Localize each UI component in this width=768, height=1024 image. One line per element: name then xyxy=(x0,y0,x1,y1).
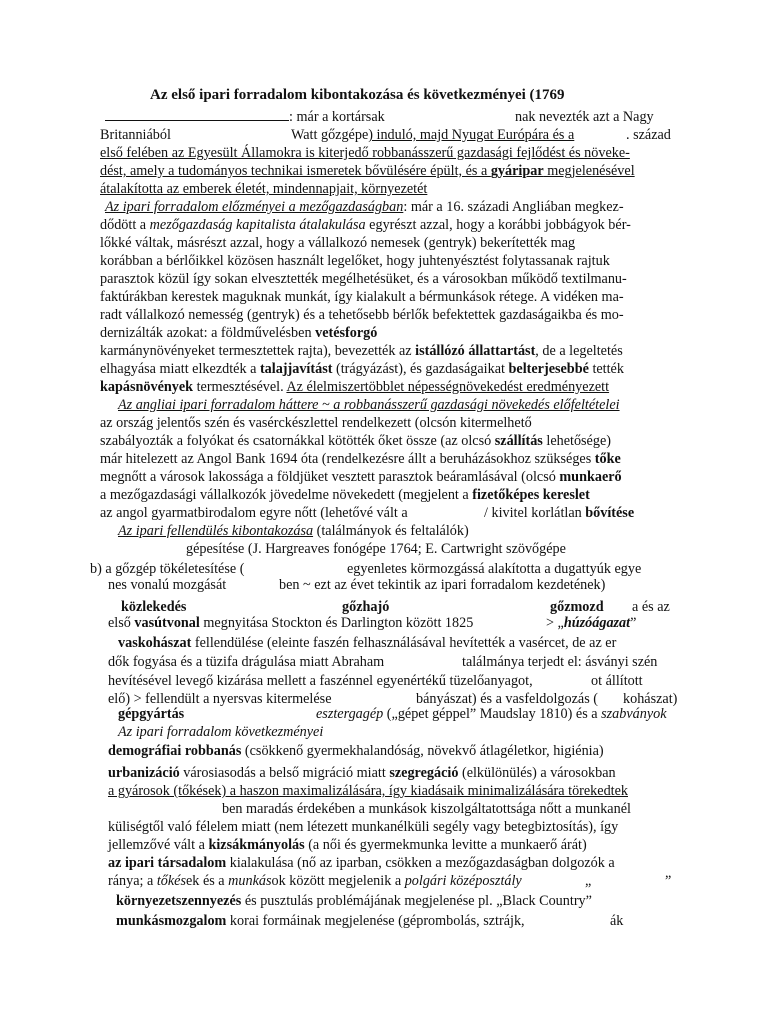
section-4-line-2: urbanizáció városiasodás a belső migráció miatt szegregáció (elkülönülés) a városokban xyxy=(108,765,616,781)
intro-line-2b: Watt gőzgépe) induló, majd Nyugat Európára és a xyxy=(291,127,575,143)
section-4-line-8: ránya; a tőkések és a munkások között megjelenik a polgári középosztály xyxy=(108,873,522,889)
section-4-line-1: demográfiai robbanás (csökkenő gyermekhalandóság, növekvő átlagéletkor, higiénia) xyxy=(108,743,604,759)
section-4-line-10: munkásmozgalom korai formáinak megjelenése (géprombolás, sztrájk, xyxy=(116,913,525,929)
section-3-line-9a: elő) > fellendült a nyersvas kitermelése xyxy=(108,691,332,707)
section-3-line-2a: b) a gőzgép tökéletesítése ( xyxy=(90,561,245,577)
section-3-line-7a: dők fogyása és a tüzifa drágulása miatt Abraham xyxy=(108,654,385,670)
section-2-line-6b: / kivitel korlátlan bővítése xyxy=(484,505,635,521)
section-3-line-8: hevítésével levegő kizárása mellett a faszénnel egyenértékű tüzelőanyagot, xyxy=(108,673,533,689)
section-4-line-8h: ” xyxy=(665,873,672,889)
section-2-line-6a: az angol gyarmatbirodalom egyre nőtt (lehetővé vált a xyxy=(100,505,408,521)
page-title: Az első ipari forradalom kibontakozása és következményei (1769 xyxy=(150,87,565,103)
section-2-heading-line: Az angliai ipari forradalom háttere ~ a robbanásszerű gazdasági növekedés előfeltételei xyxy=(118,397,620,413)
section-2-line-2: szabályozták a folyókat és csatornákkal kötötték őket össze (az olcsó szállítás lehetősége) xyxy=(100,433,611,449)
section-1-line-9: karmánynövényeket termesztettek rajta), bevezették az istállózó állattartást, de a legeltetés xyxy=(100,343,623,359)
section-4-line-7: az ipari társadalom kialakulása (nő az iparban, csökken a mezőgazdaságban dolgozók a xyxy=(108,855,615,871)
section-3-line-6: vaskohászat fellendülése (eleinte faszén felhasználásával hevítették a vasércet, de az er xyxy=(118,635,617,651)
section-4-line-4: ben maradás érdekében a munkások kiszolgáltatottsága nőtt a munkanél xyxy=(222,801,631,817)
section-3-line-10a: gépgyártás xyxy=(118,706,185,722)
section-3-line-7b: találmánya terjedt el: ásványi szén xyxy=(462,654,658,670)
section-3-line-10b: esztergagép („gépet géppel” Maudslay 1810) és a szabványok xyxy=(316,706,667,722)
section-1-line-2: dődött a mezőgazdaság kapitalista átalakulása egyrészt azzal, hogy a korábbi jobbágyok bér- xyxy=(100,217,631,233)
section-1-line-7: radt vállalkozó nemesség (gentryk) és a tehetősebb bérlők befektettek gazdaságaikba és mo- xyxy=(100,307,624,323)
section-3-line-8b: ot állított xyxy=(591,673,643,689)
section-4-line-3: a gyárosok (tőkések) a haszon maximalizálására, így kiadásaik minimalizálására törekedtek xyxy=(108,783,628,799)
section-1-line-6: faktúrákban kerestek maguknak munkát, így kialakult a bérmunkások rétege. A vidéken ma- xyxy=(100,289,624,305)
intro-line-5: átalakította az emberek életét, mindennapjait, környezetét xyxy=(100,181,428,197)
section-1-line-5: parasztok közül így sokan elvesztették megélhetésüket, és a városokban működő textilmanu- xyxy=(100,271,627,287)
fill-blank[interactable] xyxy=(105,108,289,121)
section-3-line-4b: gőzhajó xyxy=(342,599,390,615)
section-1-line-10: elhagyása miatt elkezdték a talajjavítást (trágyázást), és gazdaságaikat belterjesebbé tették xyxy=(100,361,624,377)
section-3-line-4c: gőzmozd xyxy=(550,599,604,615)
section-4-line-6: jellemzővé vált a kizsákmányolás (a női és gyermekmunka levitte a munkaerő árát) xyxy=(108,837,587,853)
section-2-line-5: a mezőgazdasági vállalkozók jövedelme növekedett (megjelent a fizetőképes kereslet xyxy=(100,487,590,503)
section-3-line-5b: > „húzóágazat” xyxy=(546,615,637,631)
section-3-line-4a: közlekedés xyxy=(121,599,187,615)
section-1-heading: Az ipari forradalom előzményei a mezőgazdaságban: már a 16. századi Angliában megkez- xyxy=(105,199,624,215)
section-1-line-3: lőkké váltak, másrészt azzal, hogy a vállalkozó nemesek (gentryk) bekerítették mag xyxy=(100,235,576,251)
intro-line-2d: . század xyxy=(626,127,671,143)
intro-line-2a: Britanniából xyxy=(100,127,171,143)
section-4-line-5: küliségtől való félelem miatt (nem létezett munkanélküli segély vagy betegbiztosítás), így xyxy=(108,819,619,835)
section-3-line-2b: egyenletes körmozgássá alakította a dugattyúk egye xyxy=(347,561,642,577)
section-2-line-1: az ország jelentős szén és vasérckészlettel rendelkezett (olcsón kitermelhető xyxy=(100,415,532,431)
intro-line-1: : már a kortársak xyxy=(105,108,385,126)
section-4-line-9: környezetszennyezés és pusztulás problémájának megjelenése pl. „Black Country” xyxy=(116,893,592,909)
intro-line-1b: nak nevezték azt a Nagy xyxy=(515,109,654,125)
section-4-line-8g: „ xyxy=(585,873,592,889)
section-4-line-10c: ák xyxy=(610,913,624,929)
section-3-heading: Az ipari fellendülés kibontakozása (találmányok és feltalálók) xyxy=(118,523,469,539)
section-2-line-3: már hitelezett az Angol Bank 1694 óta (rendelkezésre állt a beruházásokhoz szükséges tőke xyxy=(100,451,621,467)
section-1-line-8: dernizálták azokat: a földművelésben vetésforgó xyxy=(100,325,378,341)
section-2-line-4: megnőtt a városok lakossága a földjüket vesztett parasztok beáramlásával (olcsó munkaerő xyxy=(100,469,622,485)
section-3-line-4d: a és az xyxy=(632,599,670,615)
section-3-line-5: első vasútvonal megnyitása Stockton és Darlington között 1825 xyxy=(108,615,474,631)
section-3-line-9b: bányászat) és a vasfeldolgozás ( xyxy=(416,691,598,707)
intro-line-3: első felében az Egyesült Államokra is kiterjedő robbanásszerű gazdasági fejlődést és növeke- xyxy=(100,145,630,161)
section-4-heading: Az ipari forradalom következményei xyxy=(118,724,324,740)
section-3-line-9c: kohászat) xyxy=(623,691,678,707)
intro-line-4: dést, amely a tudományos technikai ismeretek bővülésére épült, és a gyáripar megjelenésével xyxy=(100,163,635,179)
section-3-line-1: gépesítése (J. Hargreaves fonógépe 1764; E. Cartwright szövőgépe xyxy=(186,541,566,557)
section-3-line-3b: ben ~ ezt az évet tekintik az ipari forradalom kezdetének) xyxy=(279,577,606,593)
section-3-line-3a: nes vonalú mozgását xyxy=(108,577,227,593)
section-1-line-4: korábban a bérlőikkel közösen használt legelőket, hogy juhtenyésztést folytassanak rajtuk xyxy=(100,253,610,269)
section-1-line-11: kapásnövények termesztésével. Az élelmiszertöbblet népességnövekedést eredményezett xyxy=(100,379,610,395)
